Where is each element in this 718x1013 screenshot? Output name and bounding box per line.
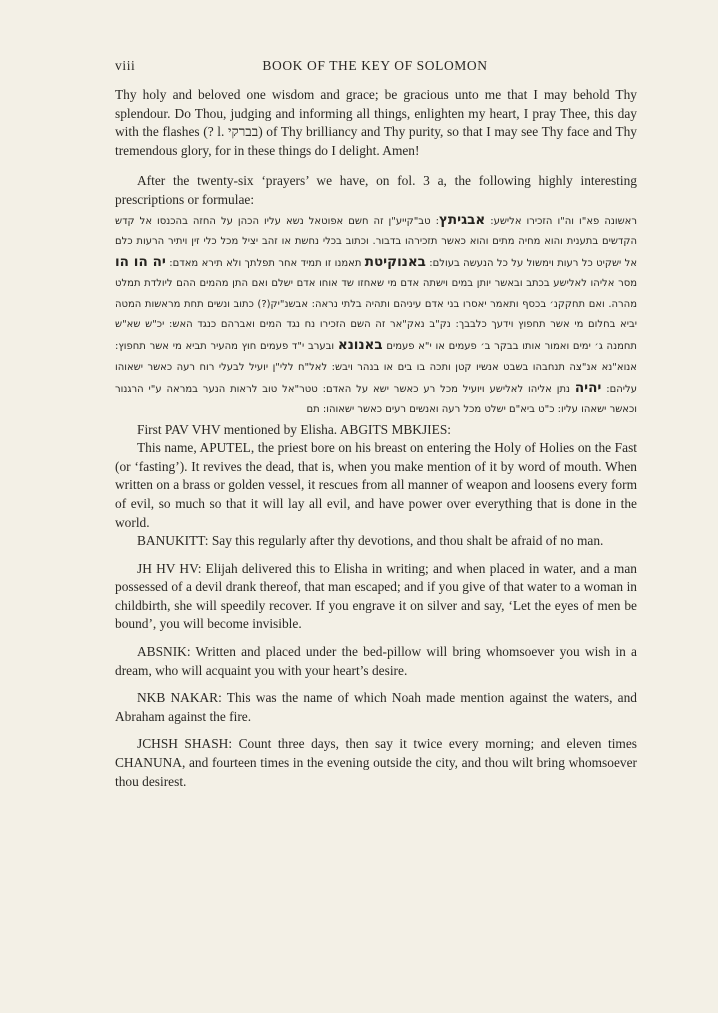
- entry-first-pav: First PAV VHV mentioned by Elisha. ABGITS MBKJIES:: [137, 421, 451, 437]
- hebrew-text-5: ובערב י"ד פעמים חוץ מהעיר תביא מי אשר תחפוץ: אנוא"נא אנ"צה תנחבהו בשבט אנשיו קטן ותכה בו בים או בנהר ויבש: לאל"ח ללי"ן יועיל לבעלי רוח רעה כאשר ישאוהו עליהם:: [115, 341, 637, 395]
- entry-jh-hv-hv: JH HV HV: Elijah delivered this to Elisha in writing; and when placed in water, and a man possessed of a devil drank thereof, that man escaped; and if you give of that water to a woman in childbirth, she will speedily recover. If you engrave it on silver and say, ‘Let the eyes of men be bound’, you will become invisible.: [115, 560, 637, 632]
- hebrew-formulae-block: [115, 210, 637, 421]
- hebrew-text-3: תאמנו זו תמיד אחר תפלתך ולא תירא מאדם:: [165, 258, 365, 270]
- hebrew-text-1: ראשונה פא"ו וה"ו הזכירו אלישע:: [485, 215, 638, 227]
- hebrew-text-6: נתן אליהו לאלישע ויועיל מכל רע כאשר ישא על האדם: טטר"אל טוב לראות הנער במראה ע"י הרגנור וכאשר ישאהו עליו: כ"ט ביא"ם ישלט מכל רעה ואנשים רעים כאשר ישאוהו: תם: [115, 383, 637, 416]
- hebrew-name-1: אבגיתץ: [438, 211, 486, 228]
- entry-banukitt: BANUKITT: Say this regularly after thy devotions, and thou shalt be afraid of no man.: [137, 533, 604, 549]
- hebrew-text-2: : טב"קייע"ן זה חשם אפוטאל נשא עליו הכהן על החזה בהכנסו אל קדש הקדשים בתענית והוא מחיה מתים והוא כאשר תזכירהו בדבור. וכתוב בכלי נחשת או זהב יציל מכל כלי זין ויתיר הרעות כלם אל ישקיט כל רעות וימשול על כל הנעשה בעולם:: [115, 215, 638, 270]
- page-number: viii: [115, 58, 136, 73]
- hebrew-name-5: יהיה: [574, 379, 602, 396]
- hebrew-name-4: באנונא: [337, 337, 383, 354]
- page-body: [115, 86, 637, 791]
- hebrew-text-4: מסר אליהו לאלישע בכתב ובאשר יותן במים וישתה אדם מי שאחזו שד אוחו אדם ישלם ואם התן מהמים ההם ליולדת תמלט מהרה. ואם תחקקנ׳ בכסף ותאמר יאסרו בני אדם עיניהם ותהיה בלתי נראה: אבשנ"יק(?) כתוב ונשים תחת מראשות המטה יביא בחלום מי אשר תחפוץ וידעך כלבבך: נק"ב נאק"אר זה השם הזכירו נח נגד המים ואברהם כנגד האש: יכ"ש שא"ש תחמנה ג׳ ימים ואמור אותו בבקר ב׳ פעמים או י"א פעמים: [115, 278, 637, 353]
- hebrew-name-2: באנוקיטת: [364, 254, 426, 271]
- entry-nkb-nakar: NKB NAKAR: This was the name of which Noah made mention against the waters, and Abraham against the fire.: [115, 690, 637, 724]
- paragraph-intro: After the twenty-six ‘prayers’ we have, on fol. 3 a, the following highly interesting prescriptions or formulae:: [115, 173, 637, 207]
- entry-absnik: ABSNIK: Written and placed under the bed-pillow will bring whomsoever you wish in a dream, who will acquaint you with your heart’s desire.: [115, 644, 637, 678]
- entry-aputel: This name, APUTEL, the priest bore on his breast on entering the Holy of Holies on the Fast (or ‘fasting’). It revives the dead, that is, when you make mention of it by word of mouth. When written on a brass or golden vessel, it rescues from all manner of weapon and loosens every form of evil, so much so that it will lay all evil, and have power over everything that is done in the world.: [115, 440, 637, 530]
- running-title: BOOK OF THE KEY OF SOLOMON: [262, 58, 488, 73]
- entry-jchsh-shash: JCHSH SHASH: Count three days, then say it twice every morning; and eleven times CHANUNA, and fourteen times in the evening outside the city, and thou wilt bring whomsoever thou desirest.: [115, 736, 637, 789]
- hebrew-name-3: יה הו הו: [115, 254, 166, 271]
- page-header: [115, 58, 635, 78]
- paragraph-prayer-ending: Thy holy and beloved one wisdom and grace; be gracious unto me that I may behold Thy splendour. Do Thou, judging and informing all things, enlighten my heart, I pray Thee, this day with the flashes (? l. בברקי) of Thy brilliancy and Thy purity, so that I may see Thy face and Thy tremendous glory, for in these things do I delight. Amen!: [115, 87, 637, 158]
